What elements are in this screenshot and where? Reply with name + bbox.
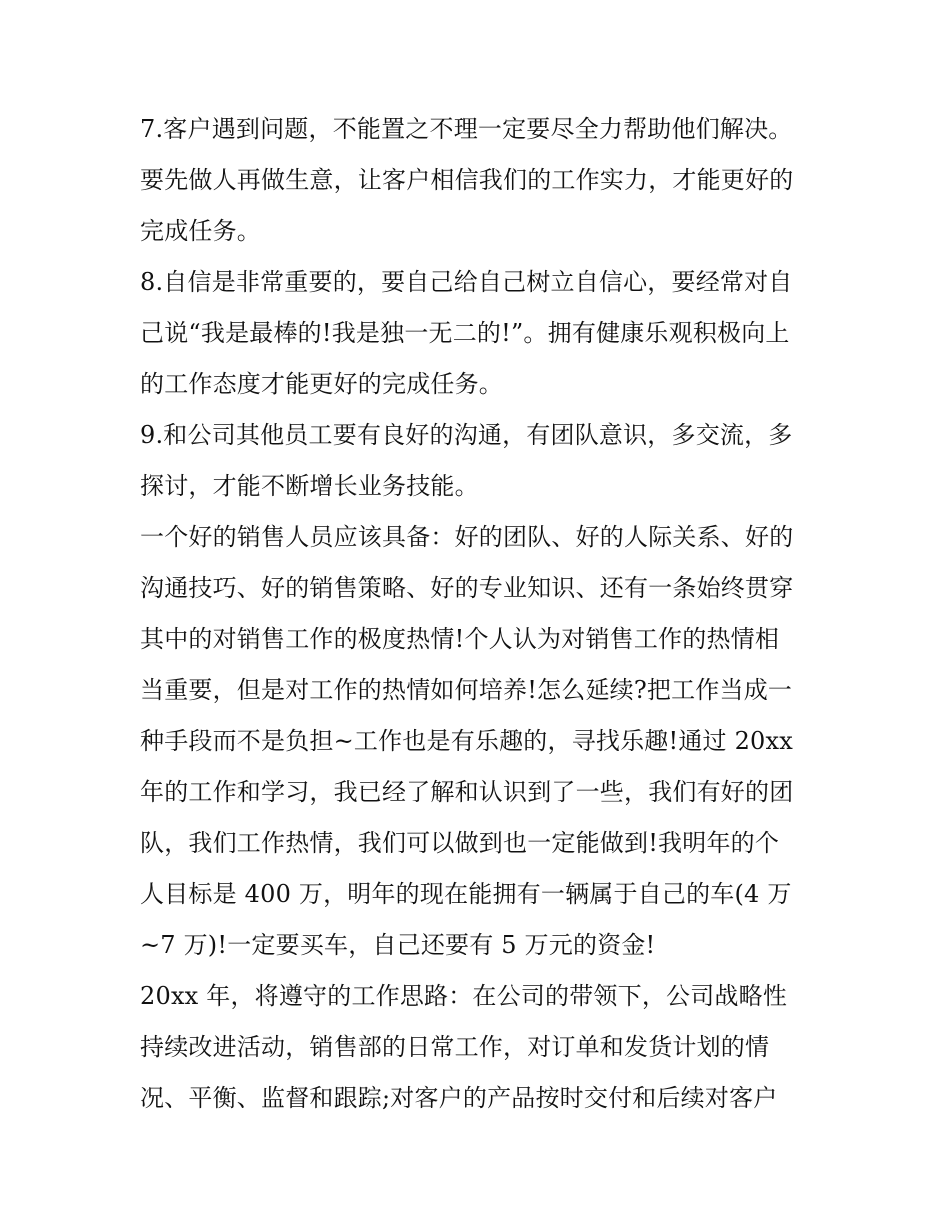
text-line-6: 的工作态度才能更好的完成任务。 <box>140 370 503 398</box>
text-line-16: 人目标是 400 万，明年的现在能拥有一辆属于自己的车(4 万 <box>140 880 792 908</box>
text-line-8: 探讨，才能不断增长业务技能。 <box>140 472 479 500</box>
text-line-7: 9.和公司其他员工要有良好的沟通，有团队意识，多交流，多 <box>140 421 793 449</box>
text-line-3: 完成任务。 <box>140 217 261 245</box>
text-line-1: 7.客户遇到问题，不能置之不理一定要尽全力帮助他们解决。 <box>140 115 793 143</box>
text-line-18: 20xx 年，将遵守的工作思路：在公司的带领下，公司战略性 <box>140 982 788 1010</box>
text-line-19: 持续改进活动，销售部的日常工作，对订单和发货计划的情 <box>140 1033 770 1061</box>
text-line-13: 种手段而不是负担~工作也是有乐趣的，寻找乐趣!通过 20xx <box>140 727 793 755</box>
text-line-14: 年的工作和学习，我已经了解和认识到了一些，我们有好的团 <box>140 778 794 806</box>
text-line-4: 8.自信是非常重要的，要自己给自己树立自信心，要经常对自 <box>140 268 793 296</box>
text-line-2: 要先做人再做生意，让客户相信我们的工作实力，才能更好的 <box>140 166 794 194</box>
text-line-5: 己说“我是最棒的!我是独一无二的!”。拥有健康乐观积极向上 <box>140 319 790 347</box>
text-line-15: 队，我们工作热情，我们可以做到也一定能做到!我明年的个 <box>140 829 780 857</box>
text-line-11: 其中的对销售工作的极度热情!个人认为对销售工作的热情相 <box>140 625 780 653</box>
document-body <box>140 104 820 1124</box>
text-line-9: 一个好的销售人员应该具备：好的团队、好的人际关系、好的 <box>140 523 794 551</box>
text-line-20: 况、平衡、监督和跟踪;对客户的产品按时交付和后续对客户 <box>140 1084 778 1112</box>
text-line-12: 当重要，但是对工作的热情如何培养!怎么延续?把工作当成一 <box>140 676 793 704</box>
text-line-10: 沟通技巧、好的销售策略、好的专业知识、还有一条始终贯穿 <box>140 574 794 602</box>
text-line-17: ~7 万)!一定要买车，自己还要有 5 万元的资金! <box>140 931 656 959</box>
